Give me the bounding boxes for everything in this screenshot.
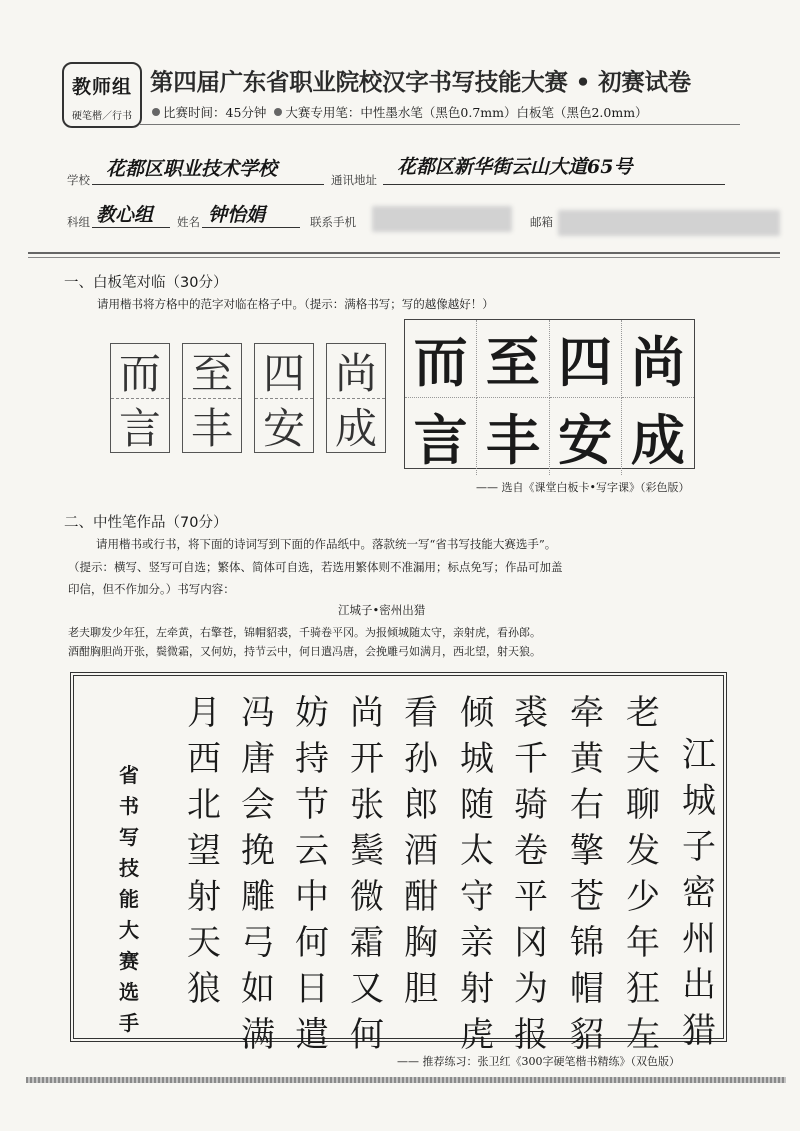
artwork-char: 胸 bbox=[404, 923, 438, 963]
subject-value: 教心组 bbox=[96, 204, 154, 226]
artwork-char: 云 bbox=[295, 831, 329, 871]
artwork-char: 聊 bbox=[626, 785, 660, 825]
artwork-char: 江 bbox=[682, 735, 716, 775]
artwork-char: 鬓 bbox=[350, 831, 384, 871]
artwork-char: 酣 bbox=[404, 877, 438, 917]
artwork-char: 苍 bbox=[570, 877, 604, 917]
section1-instruction: 请用楷书将方格中的范字对临在格子中。（提示：满格书写；写的越像越好！） bbox=[97, 297, 494, 311]
artwork-char: 弓 bbox=[241, 923, 275, 963]
subject-label: 科组 bbox=[67, 215, 90, 229]
model-char: 丰 bbox=[477, 398, 549, 475]
name-value: 钟怡娟 bbox=[208, 204, 266, 226]
group-badge bbox=[62, 62, 142, 128]
artwork-column bbox=[292, 690, 332, 1058]
model-char: 至 bbox=[477, 320, 549, 398]
practice-char: 言 bbox=[111, 398, 169, 453]
practice-char: 而 bbox=[118, 349, 161, 398]
address-field[interactable] bbox=[383, 152, 725, 185]
artwork-char: 左 bbox=[626, 1015, 660, 1055]
artwork-char: 尚 bbox=[350, 693, 384, 733]
artwork-char: 霜 bbox=[350, 923, 384, 963]
artwork-char: 郎 bbox=[404, 785, 438, 825]
artwork-char: 城 bbox=[460, 739, 494, 779]
artwork-char: 如 bbox=[241, 969, 275, 1009]
artwork-char: 节 bbox=[295, 785, 329, 825]
artwork-char: 卷 bbox=[514, 831, 548, 871]
signature-char: 手 bbox=[119, 1011, 139, 1035]
exam-pen: 大赛专用笔：中性墨水笔（黑色0.7mm）白板笔（黑色2.0mm） bbox=[285, 105, 648, 120]
artwork-char: 妨 bbox=[295, 693, 329, 733]
badge-group-label: 教师组 bbox=[71, 76, 132, 98]
practice-cell-pair-3[interactable] bbox=[254, 343, 314, 453]
exam-title: 第四届广东省职业院校汉字书写技能大赛 • 初赛试卷 bbox=[150, 68, 691, 96]
artwork-char: 中 bbox=[295, 877, 329, 917]
school-label: 学校 bbox=[67, 173, 90, 187]
artwork-char: 发 bbox=[626, 831, 660, 871]
model-source-caption: —— 选自《课堂白板卡•写字课》（彩色版） bbox=[476, 481, 690, 494]
name-label: 姓名 bbox=[177, 215, 200, 229]
practice-char: 尚 bbox=[334, 349, 377, 398]
section1-title: 一、白板笔对临（30分） bbox=[64, 275, 228, 291]
bullet-icon bbox=[152, 108, 160, 116]
artwork-char: 平 bbox=[514, 877, 548, 917]
artwork-column bbox=[511, 690, 551, 1058]
signature-char: 省 bbox=[119, 763, 139, 787]
artwork-char: 老 bbox=[626, 693, 660, 733]
artwork-char: 冈 bbox=[514, 923, 548, 963]
artwork-char: 西 bbox=[187, 739, 221, 779]
poem-line-2: 酒酣胸胆尚开张，鬓微霜，又何妨，持节云中，何日遣冯唐，会挽雕弓如满月，西北望，射天狼。 bbox=[68, 645, 541, 658]
form-divider bbox=[28, 252, 780, 258]
artwork-char: 月 bbox=[187, 693, 221, 733]
artwork-char: 看 bbox=[404, 693, 438, 733]
name-field[interactable] bbox=[202, 200, 300, 228]
artwork-column bbox=[623, 690, 663, 1058]
signature-char: 选 bbox=[119, 980, 139, 1004]
artwork-char: 遣 bbox=[295, 1015, 329, 1055]
artwork-char: 射 bbox=[187, 877, 221, 917]
artwork-char: 擎 bbox=[570, 831, 604, 871]
artwork-char: 报 bbox=[514, 1015, 548, 1055]
artwork-char: 北 bbox=[187, 785, 221, 825]
artwork-char: 胆 bbox=[404, 969, 438, 1009]
signature-column bbox=[116, 760, 142, 1039]
artwork-char: 夫 bbox=[626, 739, 660, 779]
artwork-char: 猎 bbox=[682, 1011, 716, 1051]
artwork-char: 开 bbox=[350, 739, 384, 779]
artwork-char: 持 bbox=[295, 739, 329, 779]
practice-char: 至 bbox=[190, 349, 233, 398]
artwork-char: 天 bbox=[187, 923, 221, 963]
practice-cell-pair-2[interactable] bbox=[182, 343, 242, 453]
signature-char: 大 bbox=[119, 918, 139, 942]
section2-instruction-1: 请用楷书或行书，将下面的诗词写到下面的作品纸中。落款统一写“省书写技能大赛选手”。 bbox=[96, 537, 557, 551]
artwork-char: 年 bbox=[626, 923, 660, 963]
artwork-char: 何 bbox=[295, 923, 329, 963]
artwork-char: 会 bbox=[241, 785, 275, 825]
practice-char: 安 bbox=[255, 398, 313, 453]
artwork-char: 日 bbox=[295, 969, 329, 1009]
recommend-caption: —— 推荐练习：张卫红《300字硬笔楷书精练》（双色版） bbox=[397, 1055, 680, 1068]
school-value: 花都区职业技术学校 bbox=[106, 158, 278, 180]
practice-char: 成 bbox=[327, 398, 385, 453]
phone-redacted bbox=[372, 206, 512, 232]
artwork-char: 冯 bbox=[241, 693, 275, 733]
bullet-icon bbox=[274, 108, 282, 116]
section2-title: 二、中性笔作品（70分） bbox=[64, 515, 228, 531]
email-redacted bbox=[558, 210, 780, 236]
artwork-char: 帽 bbox=[570, 969, 604, 1009]
artwork-char: 牵 bbox=[570, 693, 604, 733]
artwork-char: 微 bbox=[350, 877, 384, 917]
bottom-border bbox=[26, 1077, 786, 1083]
poem-line-1: 老夫聊发少年狂，左牵黄，右擎苍，锦帽貂裘，千骑卷平冈。为报倾城随太守，亲射虎，看孙郎。 bbox=[68, 626, 541, 639]
header-divider bbox=[140, 124, 740, 125]
artwork-column bbox=[679, 732, 719, 1054]
artwork-char: 满 bbox=[241, 1015, 275, 1055]
artwork-column bbox=[567, 690, 607, 1058]
poem-title: 江城子•密州出猎 bbox=[338, 603, 426, 617]
artwork-char: 州 bbox=[682, 919, 716, 959]
artwork-char: 挽 bbox=[241, 831, 275, 871]
artwork-char: 太 bbox=[460, 831, 494, 871]
artwork-char: 城 bbox=[682, 781, 716, 821]
artwork-char: 为 bbox=[514, 969, 548, 1009]
artwork-char: 随 bbox=[460, 785, 494, 825]
exam-time: 比赛时间：45分钟 bbox=[163, 105, 267, 120]
artwork-char: 张 bbox=[350, 785, 384, 825]
model-char: 成 bbox=[630, 409, 685, 472]
artwork-char: 又 bbox=[350, 969, 384, 1009]
artwork-char: 少 bbox=[626, 877, 660, 917]
artwork-char: 黄 bbox=[570, 739, 604, 779]
artwork-char: 千 bbox=[514, 739, 548, 779]
subject-field[interactable] bbox=[92, 200, 170, 228]
artwork-column bbox=[238, 690, 278, 1058]
signature-char: 能 bbox=[119, 887, 139, 911]
address-value: 花都区新华街云山大道65号 bbox=[397, 156, 633, 178]
artwork-char: 孙 bbox=[404, 739, 438, 779]
section2-instruction-2: （提示：横写、竖写可自选；繁体、简体可自选，若选用繁体则不准漏用；标点免写；作品可加盖 bbox=[68, 560, 563, 574]
signature-char: 书 bbox=[119, 794, 139, 818]
artwork-char: 倾 bbox=[460, 693, 494, 733]
artwork-char: 裘 bbox=[514, 693, 548, 733]
artwork-column bbox=[347, 690, 387, 1058]
artwork-char: 子 bbox=[682, 827, 716, 867]
artwork-char: 射 bbox=[460, 969, 494, 1009]
model-char: 尚 bbox=[622, 320, 694, 398]
exam-info-line bbox=[152, 103, 648, 121]
signature-char: 赛 bbox=[119, 949, 139, 973]
artwork-char: 貂 bbox=[570, 1015, 604, 1055]
artwork-char: 望 bbox=[187, 831, 221, 871]
school-field[interactable] bbox=[92, 152, 324, 185]
artwork-char: 酒 bbox=[404, 831, 438, 871]
artwork-column bbox=[401, 690, 441, 1012]
artwork-char: 右 bbox=[570, 785, 604, 825]
model-character-grid bbox=[404, 319, 695, 472]
artwork-char: 雕 bbox=[241, 877, 275, 917]
artwork-char: 密 bbox=[682, 873, 716, 913]
artwork-char: 狼 bbox=[187, 969, 221, 1009]
artwork-char: 守 bbox=[460, 877, 494, 917]
address-label: 通讯地址 bbox=[331, 173, 377, 187]
artwork-column bbox=[457, 690, 497, 1058]
email-label: 邮箱 bbox=[530, 215, 553, 229]
artwork-char: 狂 bbox=[626, 969, 660, 1009]
artwork-char: 锦 bbox=[570, 923, 604, 963]
model-char: 安 bbox=[550, 398, 622, 475]
artwork-char: 唐 bbox=[241, 739, 275, 779]
artwork-char: 虎 bbox=[460, 1015, 494, 1055]
practice-cell-pair-1[interactable] bbox=[110, 343, 170, 453]
artwork-column bbox=[184, 690, 224, 1012]
signature-char: 技 bbox=[119, 856, 139, 880]
artwork-char: 亲 bbox=[460, 923, 494, 963]
phone-label: 联系手机 bbox=[310, 215, 356, 229]
practice-char: 丰 bbox=[183, 398, 241, 453]
model-char: 而 bbox=[405, 320, 477, 398]
section2-instruction-3: 印信，但不作加分。）书写内容： bbox=[68, 582, 235, 596]
model-char: 四 bbox=[550, 320, 622, 398]
artwork-char: 出 bbox=[682, 965, 716, 1005]
signature-char: 写 bbox=[119, 825, 139, 849]
practice-cell-pair-4[interactable] bbox=[326, 343, 386, 453]
artwork-char: 骑 bbox=[514, 785, 548, 825]
badge-style-label: 硬笔楷／行书 bbox=[72, 111, 132, 122]
artwork-char: 何 bbox=[350, 1015, 384, 1055]
practice-char: 四 bbox=[262, 349, 305, 398]
model-char: 言 bbox=[405, 398, 477, 475]
